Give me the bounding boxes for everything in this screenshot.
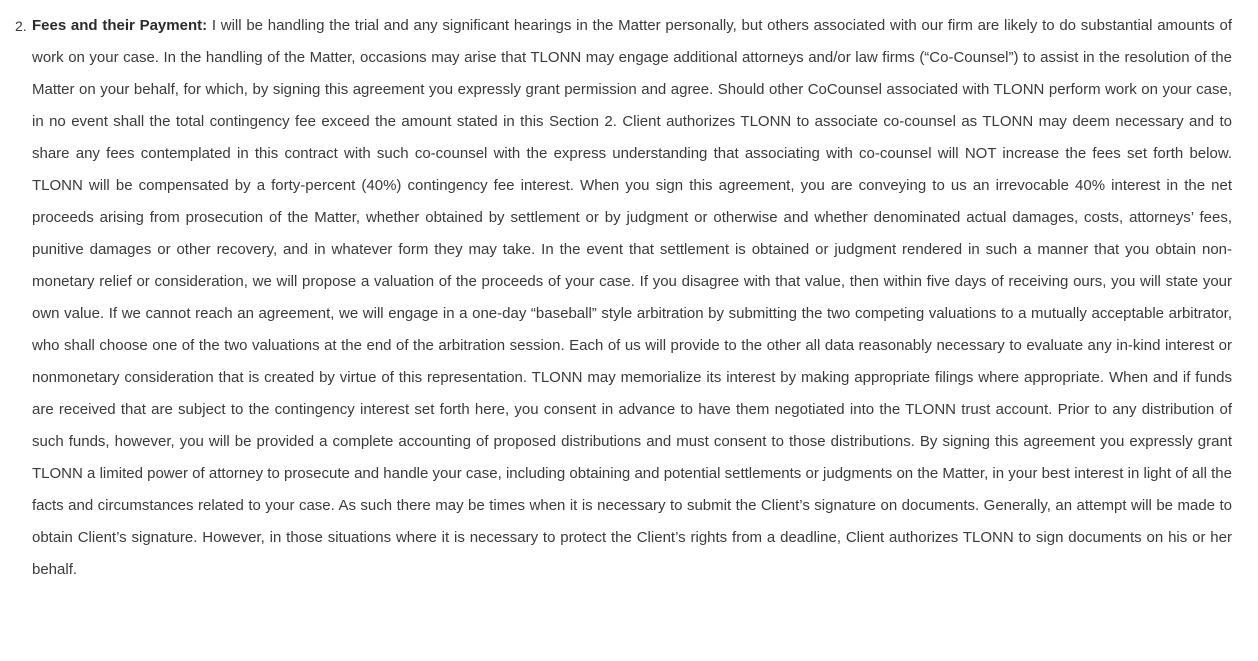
list-item-fees	[15, 10, 1232, 586]
list-number: 2.	[15, 18, 27, 34]
section-heading: Fees and their Payment:	[32, 17, 208, 34]
section-body: I will be handling the trial and any significant hearings in the Matter personally, but others associated with our firm are likely to do substantial amounts of work on your case. In the handling of the Matter, occasions may arise that TLONN may engage additional attorneys and/or law firms (“Co-Counsel”) to assist in the resolution of the Matter on your behalf, for which, by signing this agreement you expressly grant permission and agree. Should other CoCounsel associated with TLONN perform work on your case, in no event shall the total contingency fee exceed the amount stated in this Section 2. Client authorizes TLONN to associate co-counsel as TLONN may deem necessary and to share any fees contemplated in this contract with such co-counsel with the express understanding that associating with co-counsel will NOT increase the fees set forth below. TLONN will be compensated by a forty-percent (40%) contingency fee interest. When you sign this agreement, you are conveying to us an irrevocable 40% interest in the net proceeds arising from prosecution of the Matter, whether obtained by settlement or by judgment or otherwise and whether denominated actual damages, costs, attorneys’ fees, punitive damages or other recovery, and in whatever form they may take. In the event that settlement is obtained or judgment rendered in such a manner that you obtain non-monetary relief or consideration, we will propose a valuation of the proceeds of your case. If you disagree with that value, then within five days of receiving ours, you will state your own value. If we cannot reach an agreement, we will engage in a one-day “baseball” style arbitration by submitting the two competing valuations to a mutually acceptable arbitrator, who shall choose one of the two valuations at the end of the arbitration session. Each of us will provide to the other all data reasonably necessary to evaluate any in-kind interest or nonmonetary consideration that is created by virtue of this representation. TLONN may memorialize its interest by making appropriate filings where appropriate. When and if funds are received that are subject to the contingency interest set forth here, you consent in advance to have them negotiated into the TLONN trust account. Prior to any distribution of such funds, however, you will be provided a complete accounting of proposed distributions and must consent to those distributions. By signing this agreement you expressly grant TLONN a limited power of attorney to prosecute and handle your case, including obtaining and potential settlements or judgments on the Matter, in your best interest in light of all the facts and circumstances related to your case. As such there may be times when it is necessary to submit the Client’s signature on documents. Generally, an attempt will be made to obtain Client’s signature. However, in those situations where it is necessary to protect the Client’s rights from a deadline, Client authorizes TLONN to sign documents on his or her behalf.	[32, 17, 1232, 578]
